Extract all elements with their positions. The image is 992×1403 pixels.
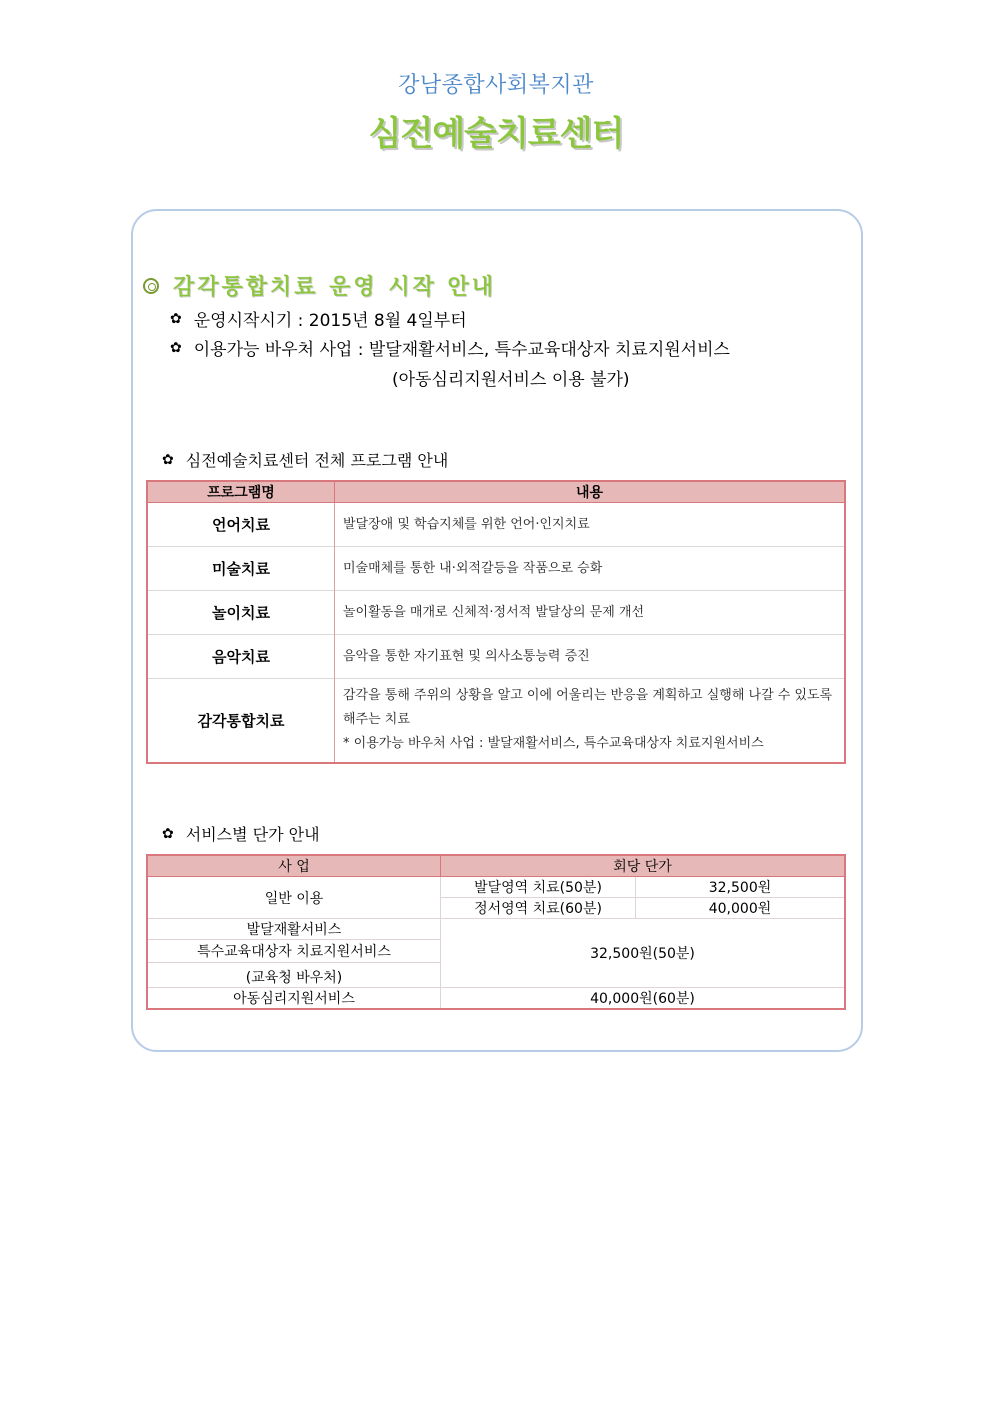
program-col-content: 내용 <box>335 481 846 503</box>
program-name: 음악치료 <box>147 635 335 679</box>
voucher-price: 32,500원(50분) <box>441 919 846 988</box>
pricing-table <box>146 854 846 1010</box>
service-price: 40,000원 <box>636 898 846 919</box>
circle-bullet-icon <box>143 278 159 294</box>
table-row <box>147 591 845 635</box>
voucher-text: 이용가능 바우처 사업 : 발달재활서비스, 특수교육대상자 치료지원서비스 <box>193 340 730 360</box>
table-row <box>147 919 845 940</box>
flower-bullet-icon: ✿ <box>170 310 182 327</box>
table-row <box>147 635 845 679</box>
pricing-table-header <box>147 855 845 877</box>
program-name: 언어치료 <box>147 503 335 547</box>
program-desc: 미술매체를 통한 내·외적갈등을 작품으로 승화 <box>335 547 846 591</box>
program-heading-text: 심전예술치료센터 전체 프로그램 안내 <box>185 451 449 470</box>
voucher-note: (아동심리지원서비스 이용 불가) <box>392 370 630 390</box>
program-table <box>146 480 846 764</box>
pricing-heading <box>162 822 320 845</box>
voucher-line <box>170 335 730 360</box>
program-name: 놀이치료 <box>147 591 335 635</box>
program-name: 미술치료 <box>147 547 335 591</box>
center-title: 심전예술치료센터 <box>368 114 624 154</box>
flower-bullet-icon: ✿ <box>170 339 182 356</box>
program-heading <box>162 448 448 471</box>
program-name: 감각통합치료 <box>147 679 335 763</box>
table-row <box>147 877 845 898</box>
table-row <box>147 503 845 547</box>
service-price: 32,500원 <box>636 877 846 898</box>
pricing-col-business: 사 업 <box>147 855 441 877</box>
voucher-line3: (교육청 바우처) <box>147 963 441 988</box>
flower-bullet-icon: ✿ <box>162 825 174 842</box>
program-desc: 감각을 통해 주위의 상황을 알고 이에 어울리는 반응을 계획하고 실행해 나갈 수 있도록 해주는 치료 <box>343 688 833 728</box>
flower-bullet-icon: ✿ <box>162 451 174 468</box>
table-row <box>147 679 845 763</box>
program-table-header <box>147 481 845 503</box>
notice-heading <box>143 270 496 301</box>
voucher-line1: 발달재활서비스 <box>147 919 441 940</box>
program-col-name: 프로그램명 <box>147 481 335 503</box>
start-date-line <box>170 306 467 331</box>
table-row <box>147 988 845 1010</box>
service-name: 정서영역 치료(60분) <box>441 898 636 919</box>
org-name: 강남종합사회복지관 <box>398 73 594 98</box>
start-date-text: 운영시작시기 : 2015년 8월 4일부터 <box>193 311 467 331</box>
program-desc-cell <box>335 679 846 763</box>
pricing-heading-text: 서비스별 단가 안내 <box>185 825 320 844</box>
voucher-line2: 특수교육대상자 치료지원서비스 <box>147 940 441 963</box>
program-note: * 이용가능 바우처 사업 : 발달재활서비스, 특수교육대상자 치료지원서비스 <box>343 736 764 752</box>
child-psych-label: 아동심리지원서비스 <box>147 988 441 1010</box>
table-row <box>147 547 845 591</box>
general-use-label: 일반 이용 <box>147 877 441 919</box>
program-desc: 놀이활동을 매개로 신체적·정서적 발달상의 문제 개선 <box>335 591 846 635</box>
child-psych-price: 40,000원(60분) <box>441 988 846 1010</box>
program-desc: 발달장애 및 학습지체를 위한 언어·인지치료 <box>335 503 846 547</box>
pricing-col-price: 회당 단가 <box>441 855 846 877</box>
service-name: 발달영역 치료(50분) <box>441 877 636 898</box>
notice-heading-text: 감각통합치료 운영 시작 안내 <box>173 275 497 300</box>
program-desc: 음악을 통한 자기표현 및 의사소통능력 증진 <box>335 635 846 679</box>
